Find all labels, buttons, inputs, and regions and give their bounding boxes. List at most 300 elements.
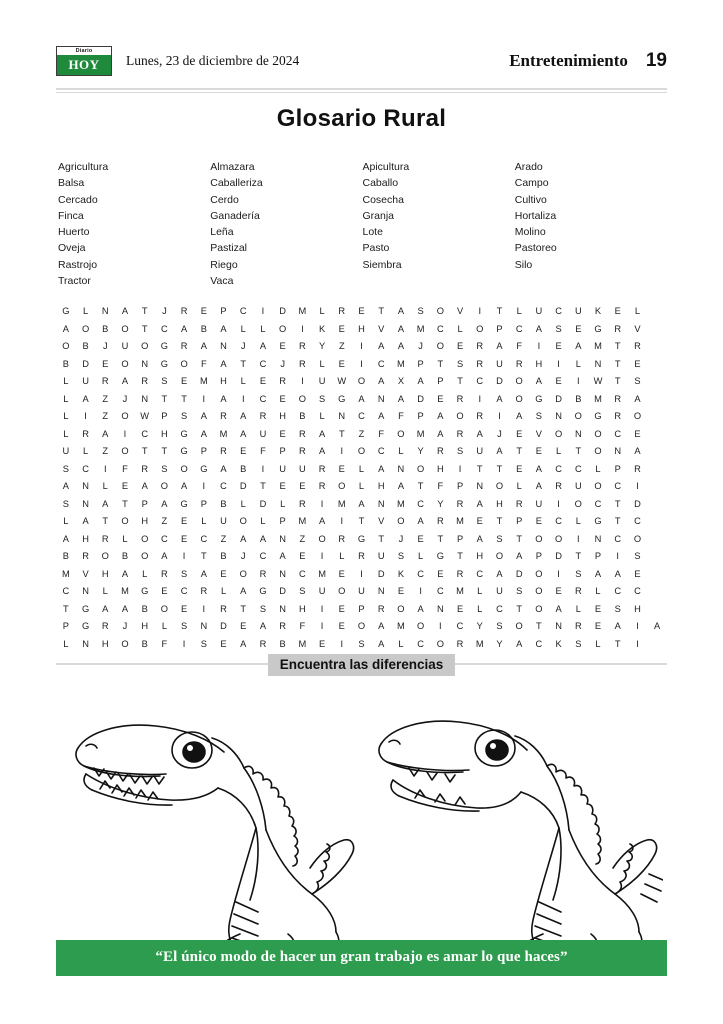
grid-cell: A [62,481,69,492]
word-search-grid [56,303,667,653]
grid-cell: A [102,498,109,509]
grid-cell: H [634,603,641,614]
grid-cell: N [614,446,622,457]
grid-cell: X [397,376,405,387]
grid-cell: C [614,428,622,439]
grid-cell: Y [496,638,503,649]
grid-cell: L [82,446,89,457]
grid-cell: S [161,463,168,474]
grid-cell: O [397,603,405,614]
grid-cell: S [200,638,207,649]
grid-cell: P [161,411,168,422]
word-item: Cultivo [514,193,547,206]
grid-cell: E [516,428,523,439]
grid-cell: C [515,323,523,334]
grid-cell: E [397,586,405,597]
word-item: Leña [210,226,234,239]
grid-cell: T [575,446,582,457]
grid-cell: T [476,463,483,474]
grid-cell: A [378,463,385,474]
grid-cell: F [437,481,444,492]
grid-cell: I [261,306,265,317]
logo-bottom-text: HOY [57,55,111,75]
grid-cell: Z [102,393,109,404]
grid-cell: A [318,446,326,457]
grid-cell: S [181,568,188,579]
grid-cell: C [141,428,149,439]
header-right [509,50,667,72]
grid-row [56,513,667,531]
grid-cell: T [437,533,444,544]
grid-cell: A [220,358,227,369]
grid-cell: H [82,533,89,544]
grid-cell: A [397,481,405,492]
grid-cell: A [654,621,661,632]
grid-cell: R [456,428,464,439]
grid-cell: A [417,516,424,527]
grid-cell: J [122,621,128,632]
grid-cell: E [299,551,306,562]
grid-cell: S [614,603,621,614]
word-item: Ganadería [210,209,260,222]
grid-cell: M [416,428,425,439]
grid-cell: E [535,516,542,527]
grid-cell: J [122,393,128,404]
grid-cell: U [318,586,326,597]
crocodile-drawing-left [60,688,360,968]
grid-cell: U [62,446,70,457]
grid-cell: O [121,516,129,527]
grid-cell: I [360,568,363,579]
grid-cell: E [456,603,464,614]
grid-cell: H [358,323,365,334]
grid-cell: H [101,568,109,579]
grid-cell: Y [476,621,483,632]
grid-cell: F [398,411,404,422]
grid-row [56,583,667,601]
grid-cell: A [476,533,483,544]
grid-cell: E [535,446,542,457]
grid-cell: R [614,323,622,334]
grid-cell: R [220,603,227,614]
grid-cell: I [419,586,422,597]
grid-cell: R [456,568,464,579]
grid-cell: V [378,516,385,527]
grid-cell: L [220,586,227,597]
grid-cell [647,566,667,584]
word-column-4 [515,159,667,289]
grid-cell: P [456,533,464,544]
grid-cell: C [594,498,602,509]
grid-cell: I [301,323,304,334]
grid-cell: S [634,376,641,387]
grid-cell: T [496,306,503,317]
grid-cell: G [200,463,208,474]
grid-cell: O [121,446,129,457]
grid-cell [647,391,667,409]
grid-cell: R [299,498,306,509]
grid-cell: N [574,428,582,439]
grid-cell: A [437,411,444,422]
grid-cell: E [181,533,188,544]
grid-cell: A [161,551,168,562]
grid-cell: H [220,376,227,387]
grid-cell: J [162,306,167,317]
grid-cell: C [180,586,188,597]
grid-cell: M [337,498,346,509]
header-divider-thin [56,92,667,93]
header-date: Lunes, 23 de diciembre de 2024 [126,53,300,68]
grid-cell: A [614,621,621,632]
grid-cell: I [182,638,186,649]
grid-cell: T [122,498,128,509]
grid-cell: O [456,411,464,422]
grid-cell: A [535,323,542,334]
grid-cell: L [398,638,404,649]
grid-row [56,618,667,636]
grid-cell: V [634,323,641,334]
grid-cell: T [240,358,247,369]
grid-cell: G [535,393,543,404]
grid-cell: L [102,481,108,492]
grid-cell: E [338,568,345,579]
grid-cell: A [496,446,503,457]
grid-row [56,321,667,339]
grid-cell: A [397,341,405,352]
grid-cell: R [634,341,641,352]
grid-cell [647,426,667,444]
grid-cell: H [161,428,168,439]
grid-cell: P [200,498,207,509]
grid-cell: C [555,306,562,317]
grid-cell: N [279,568,287,579]
page-title: Glosario Rural [276,105,447,132]
grid-cell: A [220,463,227,474]
grid-cell: R [82,551,89,562]
grid-cell: A [496,393,503,404]
grid-cell: D [555,393,562,404]
grid-cell: S [555,323,562,334]
grid-cell: L [595,586,601,597]
grid-cell: S [181,411,188,422]
grid-cell: C [555,516,562,527]
grid-row [56,478,667,496]
grid-cell: S [456,358,464,369]
grid-cell: Y [437,498,444,509]
grid-cell: N [555,411,562,422]
grid-cell: G [160,358,169,369]
grid-cell: D [82,358,89,369]
crocodile-drawing-right [363,688,663,968]
grid-cell: B [279,638,286,649]
grid-cell: U [496,358,503,369]
grid-cell: L [63,428,69,439]
grid-cell: E [516,463,523,474]
grid-cell: A [279,551,286,562]
grid-cell: C [614,586,622,597]
grid-cell: P [141,498,148,509]
grid-cell: A [82,516,89,527]
grid-cell: T [575,551,582,562]
grid-cell: T [102,516,109,527]
grid-cell: U [121,341,129,352]
word-item: Cerdo [210,193,239,206]
word-item: Vaca [210,275,234,288]
grid-cell [647,513,667,531]
grid-cell: U [358,586,365,597]
grid-cell: R [614,393,622,404]
grid-cell: M [397,498,405,509]
grid-cell: C [200,533,208,544]
grid-cell: P [279,516,286,527]
grid-cell: R [200,586,208,597]
grid-cell: F [122,463,128,474]
grid-cell: P [417,411,424,422]
grid-cell: E [220,638,227,649]
grid-cell: B [575,393,582,404]
grid-cell: T [614,516,621,527]
grid-cell: M [298,306,307,317]
grid-cell: A [62,323,69,334]
grid-cell: C [614,533,622,544]
grid-cell: S [496,621,503,632]
grid-cell: M [594,393,602,404]
grid-cell: C [299,568,306,579]
grid-cell: T [516,533,523,544]
grid-cell: D [259,498,267,509]
grid-cell: N [594,358,602,369]
grid-cell: C [259,393,267,404]
word-item: Riego [210,258,238,271]
grid-cell: E [318,638,326,649]
word-item: Campo [514,177,549,190]
grid-cell: G [180,498,188,509]
grid-cell: C [377,358,385,369]
grid-cell: I [636,481,639,492]
grid-cell: L [240,323,246,334]
grid-cell: C [436,586,444,597]
grid-cell: L [575,516,581,527]
word-item: Granja [362,209,395,222]
grid-cell: R [377,603,385,614]
grid-cell: E [299,481,306,492]
word-item: Arado [514,161,543,173]
grid-cell: O [101,551,109,562]
grid-cell: T [614,341,621,352]
grid-cell: N [555,621,562,632]
grid-cell: D [279,586,287,597]
grid-cell [647,583,667,601]
grid-cell: R [220,411,227,422]
grid-cell: I [636,638,639,649]
grid-cell: S [456,446,464,457]
grid-cell: I [202,481,206,492]
grid-cell: N [101,306,109,317]
grid-cell: T [378,533,385,544]
grid-cell: D [555,551,562,562]
grid-cell: R [259,411,267,422]
grid-cell: L [556,446,562,457]
grid-cell: R [299,428,306,439]
word-item: Pastoreo [514,242,557,255]
grid-cell: O [535,533,543,544]
grid-cell: Z [102,411,109,422]
grid-cell: N [82,586,89,597]
grid-row [56,303,667,321]
grid-cell: H [141,516,149,527]
grid-cell: L [201,516,207,527]
grid-cell: E [555,586,562,597]
grid-cell: G [62,306,70,317]
grid-cell: T [457,376,463,387]
grid-cell [647,303,667,321]
grid-cell: G [594,323,602,334]
grid-cell: P [279,446,286,457]
grid-cell: E [634,428,641,439]
grid-cell: S [417,306,424,317]
grid-cell: O [476,323,484,334]
grid-cell: C [476,376,484,387]
grid-cell: G [594,411,602,422]
word-item: Molino [514,226,546,239]
grid-cell: R [141,376,149,387]
grid-cell: M [475,638,484,649]
grid-cell: L [102,586,108,597]
grid-cell: E [634,568,641,579]
grid-cell: O [397,428,405,439]
grid-cell: I [458,463,462,474]
grid-cell: K [594,306,602,317]
grid-cell: D [515,568,523,579]
grid-cell: N [82,638,89,649]
word-item: Balsa [58,177,85,190]
grid-cell: I [439,621,442,632]
grid-cell: A [102,428,109,439]
grid-cell: B [200,323,207,334]
grid-cell: R [259,568,267,579]
grid-cell: C [555,463,562,474]
grid-cell: E [240,621,247,632]
grid-cell [647,478,667,496]
grid-cell [647,356,667,374]
grid-cell: O [298,393,306,404]
grid-row [56,443,667,461]
grid-cell: L [319,358,325,369]
grid-cell: L [358,463,365,474]
grid-cell: D [239,481,247,492]
grid-cell: N [141,393,149,404]
grid-cell: L [418,551,424,562]
grid-cell: R [161,568,168,579]
grid-cell: E [594,603,602,614]
grid-cell: Z [161,516,168,527]
grid-cell: H [141,621,149,632]
grid-cell: L [142,568,148,579]
grid-cell: O [239,568,247,579]
grid-cell: N [377,393,385,404]
grid-cell: T [338,428,345,439]
grid-cell: G [594,516,602,527]
grid-row [56,338,667,356]
grid-cell: J [418,341,423,352]
grid-cell: L [477,586,483,597]
grid-cell: M [298,638,307,649]
word-item: Cosecha [362,193,404,206]
grid-row [56,408,667,426]
grid-cell: L [82,306,89,317]
grid-cell: U [220,516,227,527]
grid-cell: N [200,621,208,632]
grid-cell: R [476,411,484,422]
grid-cell: I [360,358,363,369]
grid-cell: B [62,358,69,369]
grid-cell: A [259,621,267,632]
grid-cell: Z [299,533,306,544]
grid-cell: R [101,533,109,544]
word-item: Rastrojo [58,258,98,271]
grid-cell: S [575,568,582,579]
word-item: Pastizal [210,242,248,255]
grid-cell: C [614,481,622,492]
grid-cell: E [259,376,267,387]
grid-cell: A [358,393,365,404]
grid-cell: T [63,603,69,614]
grid-cell: O [121,358,129,369]
word-item: Oveja [58,242,86,255]
grid-cell: M [456,586,464,597]
grid-cell: L [319,411,325,422]
grid-cell: A [378,638,385,649]
grid-cell: E [181,376,188,387]
grid-cell: A [634,393,641,404]
grid-cell: N [82,498,89,509]
grid-cell: A [516,551,523,562]
grid-cell: A [535,376,542,387]
grid-row [56,636,667,654]
logo-top-text: Diario [75,48,93,54]
grid-cell: O [141,341,149,352]
grid-cell: P [358,603,365,614]
grid-cell: L [339,551,345,562]
grid-cell: I [320,498,324,509]
grid-cell: O [495,481,504,492]
grid-cell: H [535,358,543,369]
grid-cell: M [397,358,405,369]
word-item: Hortaliza [514,209,557,222]
grid-cell: P [437,376,444,387]
grid-cell: F [299,621,306,632]
grid-cell: U [82,376,89,387]
grid-cell: T [141,323,148,334]
grid-cell [647,548,667,566]
grid-cell: T [161,393,168,404]
grid-cell: C [259,358,267,369]
grid-cell: M [199,376,208,387]
grid-cell: H [476,551,484,562]
grid-cell: A [200,341,207,352]
grid-cell: R [259,638,267,649]
grid-cell: C [239,306,247,317]
grid-cell: J [280,358,285,369]
grid-cell: A [121,568,129,579]
grid-cell: U [476,446,484,457]
grid-cell: A [318,428,326,439]
grid-cell: L [63,638,69,649]
grid-cell: A [141,481,148,492]
grid-cell: S [62,498,69,509]
grid-cell: O [81,323,90,334]
grid-cell: U [318,376,326,387]
